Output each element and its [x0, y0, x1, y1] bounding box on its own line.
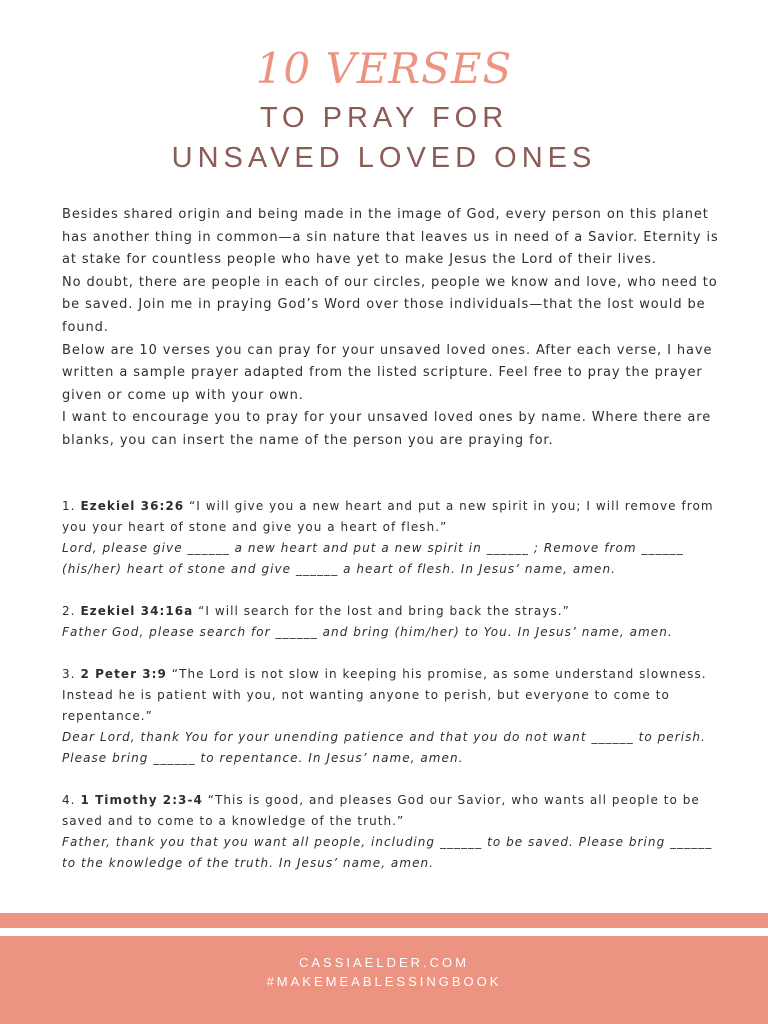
subtitle-line-2: UNSAVED LOVED ONES: [171, 142, 597, 174]
verse-text: [62, 496, 722, 538]
footer: [0, 936, 768, 1024]
verse-number: 1.: [62, 499, 76, 513]
verse-number: 3.: [62, 667, 76, 681]
verse-item: [62, 664, 722, 769]
intro-paragraph: I want to encourage you to pray for your unsaved loved ones by name. Where there are blanks, you can insert the name of the person you are praying for.: [62, 410, 712, 448]
intro-paragraph: No doubt, there are people in each of our circles, people we know and love, who need to be saved. Join me in praying God’s Word over those individuals—that the lost would be found.: [62, 274, 718, 335]
intro-text: [62, 204, 722, 453]
footer-divider-band: [0, 913, 768, 928]
verse-text: [62, 790, 722, 832]
verse-number: 4.: [62, 793, 76, 807]
verse-quote: “The Lord is not slow in keeping his promise, as some understand slowness. Instead he is patient with you, not wanting anyone to perish, but everyone to come to repentance.”: [62, 667, 707, 723]
verse-number: 2.: [62, 604, 76, 618]
verse-item: [62, 601, 722, 643]
verse-reference: Ezekiel 36:26: [80, 499, 185, 513]
verse-item: [62, 496, 722, 580]
verse-text: [62, 664, 722, 727]
verse-reference: Ezekiel 34:16a: [80, 604, 194, 618]
page-title: 10 VERSES: [255, 44, 513, 93]
verse-quote: “I will search for the lost and bring back the strays.”: [198, 604, 570, 618]
intro-paragraph: Below are 10 verses you can pray for your unsaved loved ones. After each verse, I have written a sample prayer adapted from the listed scripture. Feel free to pray the prayer given or come up with your own.: [62, 342, 713, 403]
footer-hashtag: #MAKEMEABLESSINGBOOK: [266, 974, 502, 989]
footer-website: CASSIAELDER.COM: [299, 955, 469, 970]
verse-prayer: Father God, please search for ______ and bring (him/her) to You. In Jesus’ name, amen.: [62, 625, 673, 639]
intro-paragraph: Besides shared origin and being made in the image of God, every person on this planet has another thing in common—a sin nature that leaves us in need of a Savior. Eternity is at stake for countless people who have yet to make Jesus the Lord of their lives.: [62, 207, 719, 268]
verse-prayer: Lord, please give ______ a new heart and put a new spirit in ______ ; Remove from ______ (his/her) heart of stone and give ______ a heart of flesh. In Jesus’ name, amen.: [62, 541, 684, 576]
verse-quote: “I will give you a new heart and put a new spirit in you; I will remove from you your heart of stone and give you a heart of flesh.”: [62, 499, 714, 534]
verse-prayer: Dear Lord, thank You for your unending patience and that you do not want ______ to perish. Please bring ______ to repentance. In Jesus’ name, amen.: [62, 730, 706, 765]
verse-quote: “This is good, and pleases God our Savior, who wants all people to be saved and to come to a knowledge of the truth.”: [62, 793, 700, 828]
verse-text: [62, 601, 722, 622]
header: [0, 40, 768, 178]
verse-reference: 1 Timothy 2:3-4: [80, 793, 203, 807]
subtitle-line-1: TO PRAY FOR: [259, 102, 509, 134]
verse-reference: 2 Peter 3:9: [80, 667, 167, 681]
verse-prayer: Father, thank you that you want all people, including ______ to be saved. Please bring ______ to the knowledge of the truth. In Jesus’ name, amen.: [62, 835, 713, 870]
verse-item: [62, 790, 722, 874]
verse-list: [62, 496, 722, 895]
